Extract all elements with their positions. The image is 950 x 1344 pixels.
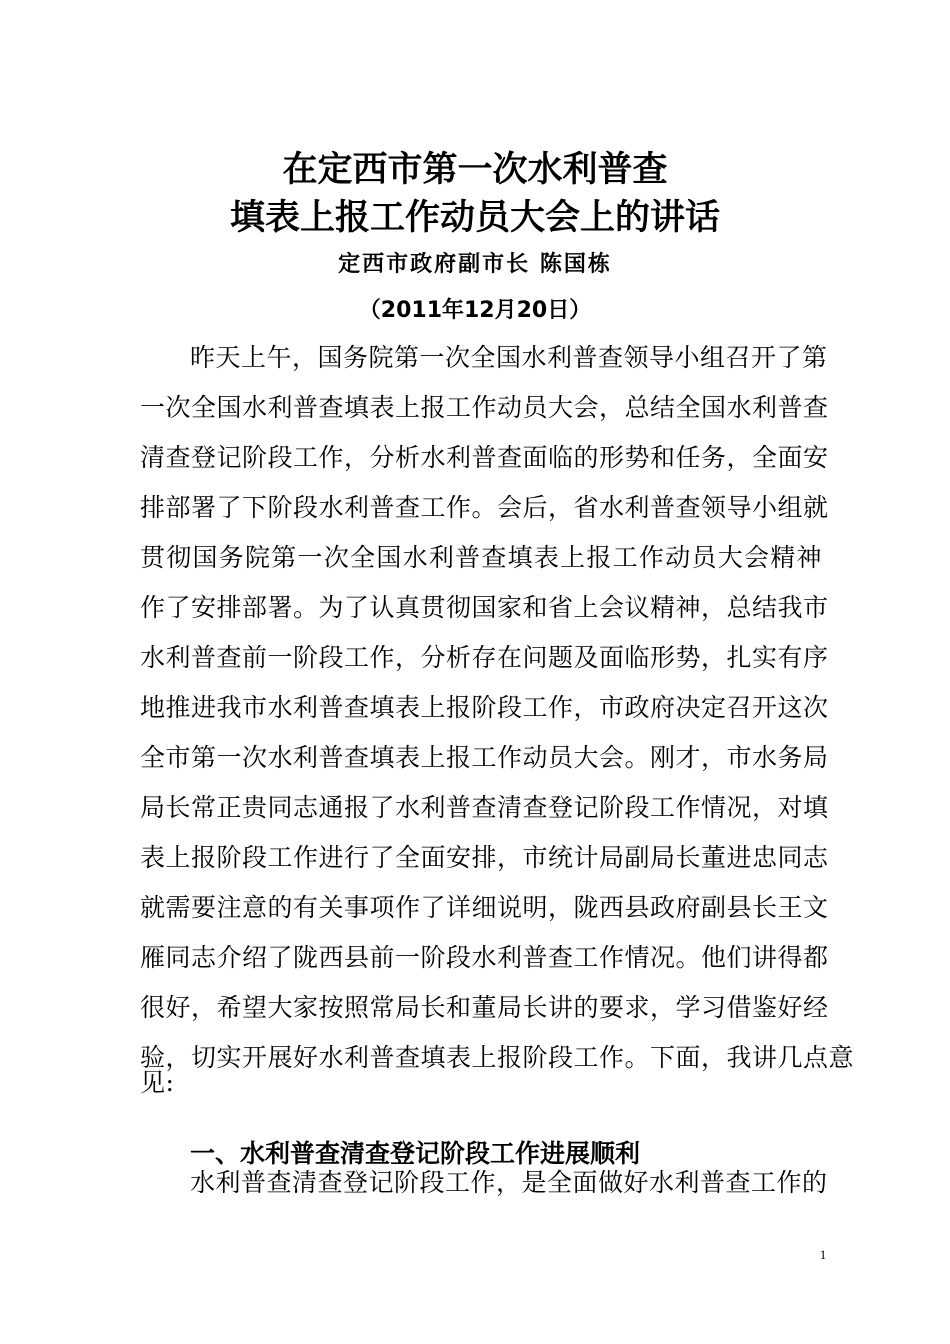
body-line: 见:	[140, 1068, 175, 1097]
document-title-line-1: 在定西市第一次水利普查	[282, 150, 668, 190]
document-title-line-2: 填表上报工作动员大会上的讲话	[229, 198, 720, 238]
speech-date: （2011年12月20日）	[358, 298, 592, 323]
body-line: 贯彻国务院第一次全国水利普查填表上报工作动员大会精神	[140, 543, 822, 572]
body-line: 作了安排部署。为了认真贯彻国家和省上会议精神，总结我市	[140, 593, 829, 622]
body-line: 排部署了下阶段水利普查工作。会后，省水利普查领导小组就	[140, 493, 829, 522]
body-line: 清查登记阶段工作，分析水利普查面临的形势和任务，全面安	[140, 443, 829, 472]
body-line: 地推进我市水利普查填表上报阶段工作，市政府决定召开这次	[140, 693, 829, 722]
section-heading: 一、水利普查清查登记阶段工作进展顺利	[190, 1138, 641, 1168]
body-line: 全市第一次水利普查填表上报工作动员大会。刚才，市水务局	[140, 743, 829, 772]
speaker-byline: 定西市政府副市长 陈国栋	[338, 252, 612, 277]
body-line: 一次全国水利普查填表上报工作动员大会，总结全国水利普查	[140, 393, 829, 422]
body-line: 表上报阶段工作进行了全面安排，市统计局副局长董进忠同志	[140, 843, 829, 872]
page-number: 1	[819, 1247, 827, 1262]
body-line: 水利普查前一阶段工作，分析存在问题及面临形势，扎实有序	[140, 643, 829, 672]
body-line: 验，切实开展好水利普查填表上报阶段工作。下面，我讲几点意	[140, 1043, 855, 1072]
body-line: 局长常正贵同志通报了水利普查清查登记阶段工作情况，对填	[140, 793, 829, 822]
body-line: 很好，希望大家按照常局长和董局长讲的要求，学习借鉴好经	[140, 993, 829, 1022]
body-line: 昨天上午，国务院第一次全国水利普查领导小组召开了第	[190, 343, 828, 372]
body-line: 就需要注意的有关事项作了详细说明，陇西县政府副县长王文	[140, 893, 829, 922]
section-first-line: 水利普查清查登记阶段工作，是全面做好水利普查工作的	[190, 1168, 828, 1197]
body-line: 雁同志介绍了陇西县前一阶段水利普查工作情况。他们讲得都	[140, 943, 829, 972]
